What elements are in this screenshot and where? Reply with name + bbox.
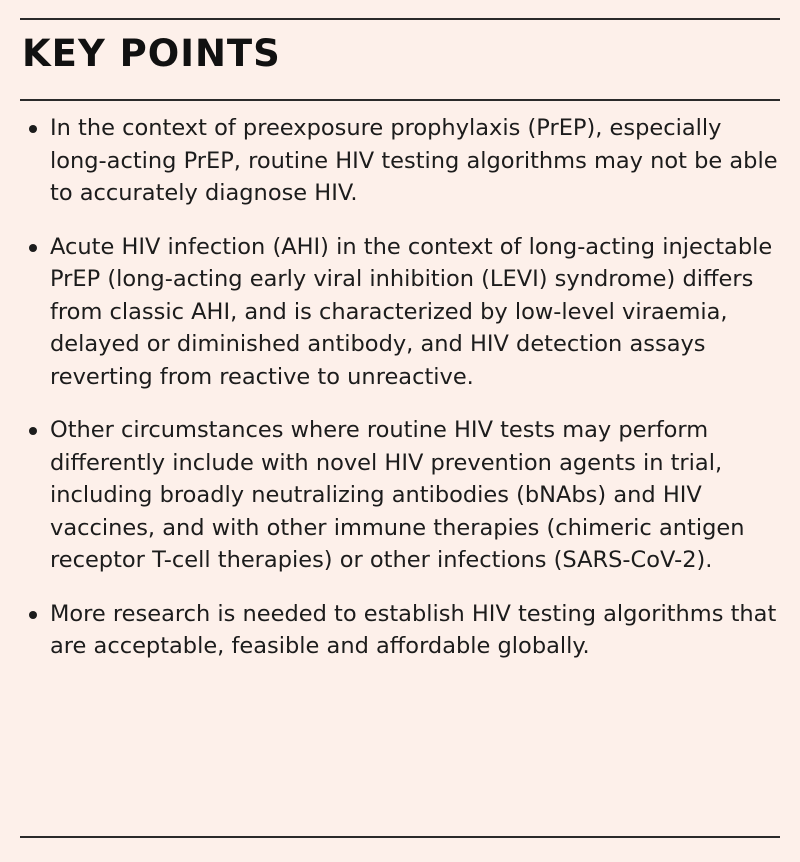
bottom-rule	[20, 836, 780, 838]
bullet-icon	[29, 244, 37, 252]
list-item	[20, 112, 780, 210]
point-text: Acute HIV infection (AHI) in the context of long-acting injectable PrEP (long-acting early viral inhibition (LEVI) syndrome) differs from classic AHI, and is characterized by low-level viraemia, delayed or diminished antibody, and HIV detection assays reverting from reactive to unreactive.	[50, 233, 773, 390]
key-points-list	[20, 112, 780, 684]
heading-rule	[20, 99, 780, 101]
list-item	[20, 231, 780, 394]
list-item	[20, 414, 780, 577]
list-item	[20, 598, 780, 663]
bullet-icon	[29, 125, 37, 133]
bullet-icon	[29, 427, 37, 435]
point-text: Other circumstances where routine HIV tests may perform differently include with novel HIV prevention agents in trial, including broadly neutralizing antibodies (bNAbs) and HIV vaccines, and with other immune therapies (chimeric antigen receptor T-cell therapies) or other infections (SARS-CoV-2).	[50, 417, 745, 573]
top-rule	[20, 18, 780, 20]
point-text: In the context of preexposure prophylaxis (PrEP), especially long-acting PrEP, routine HIV testing algorithms may not be able to accurately diagnose HIV.	[50, 115, 778, 206]
key-points-heading: KEY POINTS	[22, 32, 281, 75]
bullet-icon	[29, 611, 37, 619]
point-text: More research is needed to establish HIV testing algorithms that are acceptable, feasible and affordable globally.	[50, 600, 777, 659]
